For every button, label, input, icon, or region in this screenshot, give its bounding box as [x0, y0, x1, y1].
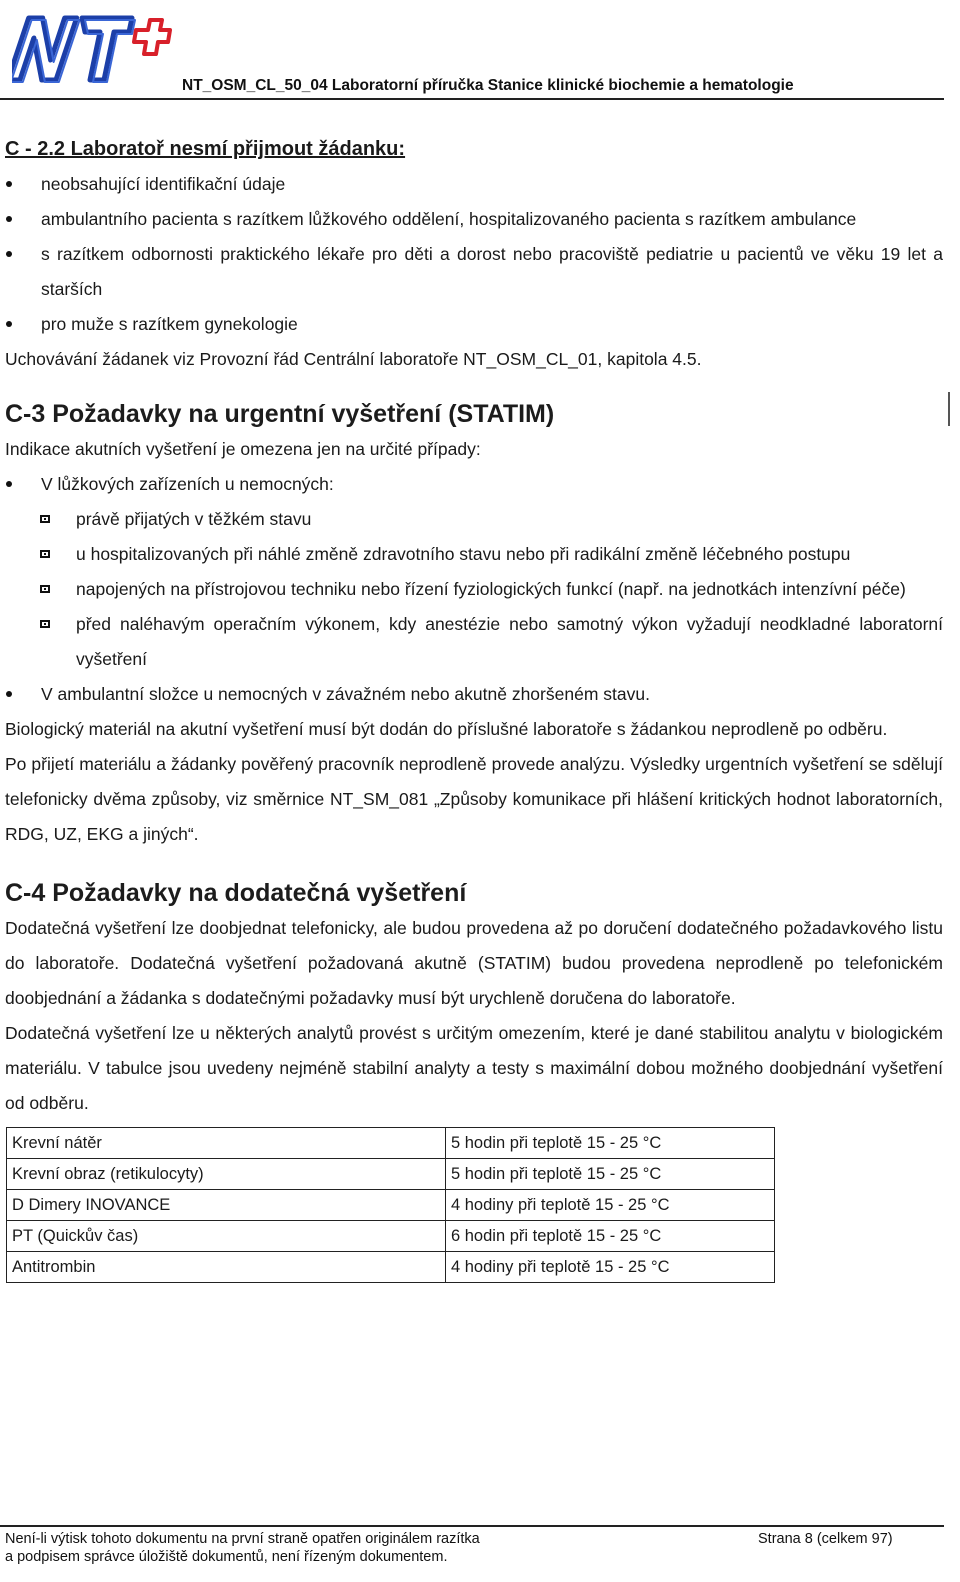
table-cell-analyte: Krevní nátěr [7, 1128, 446, 1159]
footer-divider [0, 1525, 944, 1527]
table-row [7, 1252, 775, 1283]
table-cell-analyte: Krevní obraz (retikulocyty) [7, 1159, 446, 1190]
list-item [5, 572, 943, 607]
table-row [7, 1128, 775, 1159]
list-item [5, 502, 943, 537]
list-item: s razítkem odbornosti praktického lékaře pro děti a dorost nebo pracoviště pediatrie u pacientů ve věku 19 let a starších [5, 237, 943, 307]
stability-table [6, 1127, 775, 1283]
statim-list-2 [5, 677, 943, 712]
revision-marker [948, 392, 950, 426]
additional-paragraph-2: Dodatečná vyšetření lze u některých analytů provést s určitým omezením, které je dané stabilitou analytu v biologickém materiálu. V tabulce jsou uvedeny nejméně stabilní analyty a testy s maximální dobou možného doobjednání vyšetření od odběru. [5, 1023, 943, 1113]
nt-logo [12, 8, 172, 93]
statim-sublist [5, 502, 943, 677]
list-item [5, 607, 943, 677]
footer-note-line: Není-li výtisk tohoto dokumentu na první straně opatřen originálem razítka [5, 1531, 480, 1547]
additional-paragraph-1: Dodatečná vyšetření lze doobjednat telefonicky, ale budou provedena až po doručení dodatečného požadavkového listu do laboratoře. Dodatečná vyšetření požadovaná akutně (STATIM) budou provedena neprodleně po telefonickém doobjednání a žádanka s dodatečnými požadavky musí být urychleně doručena do laboratoře. [5, 918, 943, 1008]
table-cell-analyte: D Dimery INOVANCE [7, 1190, 446, 1221]
nt-logo-graphic [12, 8, 172, 88]
list-item: pro muže s razítkem gynekologie [5, 307, 943, 342]
heading-c3: C-3 Požadavky na urgentní vyšetření (STATIM) [5, 400, 555, 428]
table-row [7, 1159, 775, 1190]
page-number: Strana 8 (celkem 97) [758, 1531, 893, 1547]
footer-note-line: a podpisem správce úložiště dokumentů, není řízeným dokumentem. [5, 1549, 448, 1565]
statim-paragraph-1: Biologický materiál na akutní vyšetření musí být dodán do příslušné laboratoře s žádankou neprodleně po odběru. [5, 719, 888, 739]
table-row [7, 1190, 775, 1221]
heading-c4: C-4 Požadavky na dodatečná vyšetření [5, 879, 467, 907]
table-cell-time: 5 hodin při teplotě 15 - 25 °C [446, 1159, 775, 1190]
table-cell-analyte: Antitrombin [7, 1252, 446, 1283]
square-bullet-icon [40, 515, 50, 523]
list-item: V ambulantní složce u nemocných v závažném nebo akutně zhoršeném stavu. [5, 677, 943, 712]
table-cell-analyte: PT (Quickův čas) [7, 1221, 446, 1252]
page-header [0, 0, 960, 100]
table-cell-time: 4 hodiny při teplotě 15 - 25 °C [446, 1190, 775, 1221]
rejection-list [5, 167, 943, 342]
table-cell-time: 4 hodiny při teplotě 15 - 25 °C [446, 1252, 775, 1283]
square-bullet-icon [40, 550, 50, 558]
table-cell-time: 5 hodin při teplotě 15 - 25 °C [446, 1128, 775, 1159]
statim-list [5, 467, 943, 502]
footer-note [5, 1530, 480, 1566]
square-bullet-icon [40, 585, 50, 593]
storage-note: Uchovávání žádanek viz Provozní řád Centrální laboratoře NT_OSM_CL_01, kapitola 4.5. [5, 349, 702, 369]
sublist-text: před naléhavým operačním výkonem, kdy anestézie nebo samotný výkon vyžadují neodkladné laboratorní vyšetření [76, 614, 943, 669]
square-bullet-icon [40, 620, 50, 628]
sublist-text: právě přijatých v těžkém stavu [76, 509, 312, 529]
heading-c22: C - 2.2 Laboratoř nesmí přijmout žádanku: [5, 138, 406, 160]
statim-paragraph-2: Po přijetí materiálu a žádanky pověřený pracovník neprodleně provede analýzu. Výsledky urgentních vyšetření se sdělují telefonicky dvěma způsoby, viz směrnice NT_SM_081 „Způsoby komunikace při hlášení kritických hodnot laboratorních, RDG, UZ, EKG a jiných“. [5, 754, 943, 844]
list-item: neobsahující identifikační údaje [5, 167, 943, 202]
statim-intro: Indikace akutních vyšetření je omezena jen na určité případy: [5, 439, 481, 459]
page-content [5, 132, 943, 1283]
table-row [7, 1221, 775, 1252]
list-item: V lůžkových zařízeních u nemocných: [5, 467, 943, 502]
table-cell-time: 6 hodin při teplotě 15 - 25 °C [446, 1221, 775, 1252]
sublist-text: napojených na přístrojovou techniku nebo řízení fyziologických funkcí (např. na jednotkách intenzívní péče) [76, 579, 906, 599]
list-item [5, 537, 943, 572]
sublist-text: u hospitalizovaných při náhlé změně zdravotního stavu nebo při radikální změně léčebného postupu [76, 544, 851, 564]
document-title: NT_OSM_CL_50_04 Laboratorní příručka Stanice klinické biochemie a hematologie [182, 77, 794, 94]
list-item: ambulantního pacienta s razítkem lůžkového oddělení, hospitalizovaného pacienta s razítkem ambulance [5, 202, 943, 237]
header-divider [0, 98, 944, 100]
